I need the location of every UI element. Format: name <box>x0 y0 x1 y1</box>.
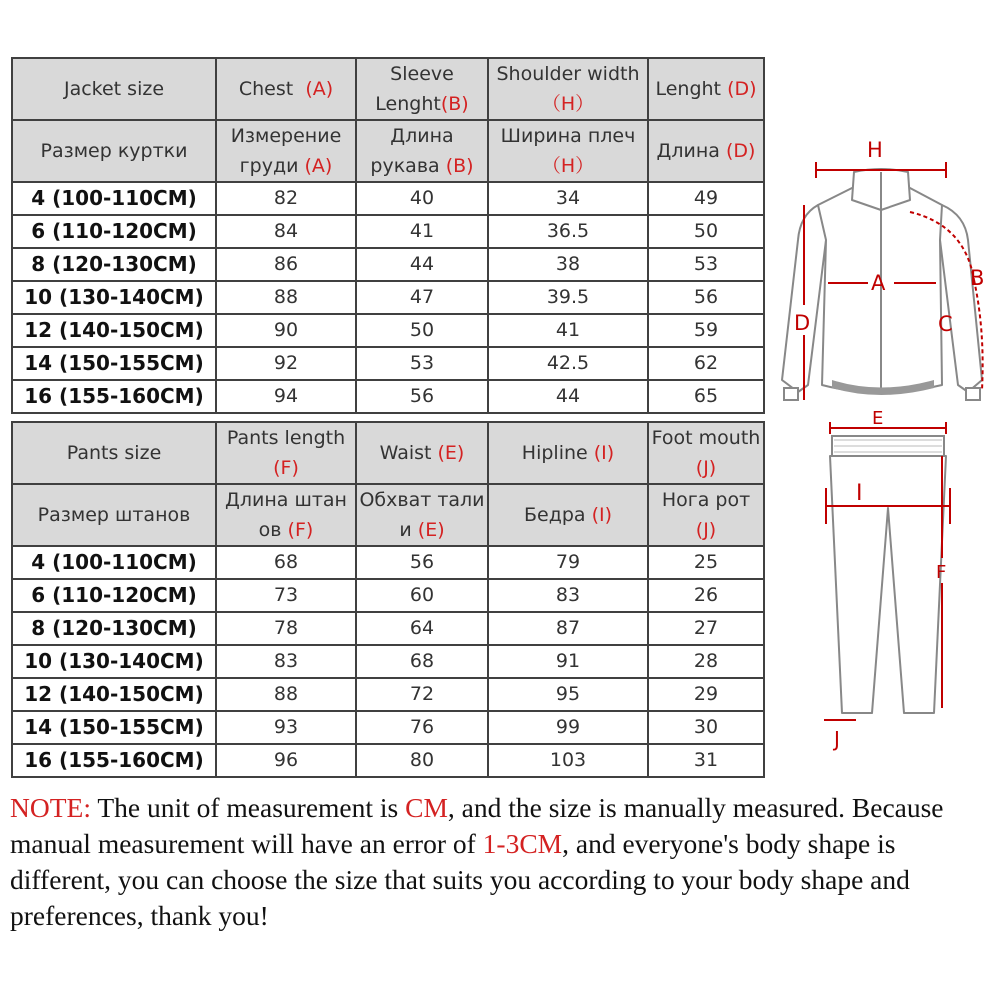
jacket-size-header: Jacket size <box>12 58 216 120</box>
value-cell: 68 <box>356 645 488 678</box>
value-cell: 72 <box>356 678 488 711</box>
foot-mouth-header-ru: Нога рот (J) <box>648 484 764 546</box>
value-cell: 44 <box>356 248 488 281</box>
value-cell: 64 <box>356 612 488 645</box>
note-unit: CM <box>405 792 448 823</box>
letter-a: (A) <box>305 78 334 100</box>
pants-header-en-row <box>12 422 764 484</box>
pants-size-header-ru: Размер штанов <box>12 484 216 546</box>
value-cell: 95 <box>488 678 648 711</box>
value-cell: 80 <box>356 744 488 777</box>
letter-e: (E) <box>437 442 465 464</box>
value-cell: 83 <box>216 645 356 678</box>
value-cell: 84 <box>216 215 356 248</box>
value-cell: 92 <box>216 347 356 380</box>
size-cell: 10 (130-140CM) <box>12 281 216 314</box>
jacket-rows <box>12 182 764 413</box>
size-cell: 14 (150-155CM) <box>12 347 216 380</box>
value-cell: 93 <box>216 711 356 744</box>
table-row <box>12 645 764 678</box>
letter-h: （H） <box>541 93 595 115</box>
letter-d: (D) <box>727 78 757 100</box>
letter-j: (J) <box>695 457 717 479</box>
value-cell: 26 <box>648 579 764 612</box>
value-cell: 73 <box>216 579 356 612</box>
chest-header: Chest (A) <box>216 58 356 120</box>
value-cell: 78 <box>216 612 356 645</box>
shoulder-header: Shoulder width （H） <box>488 58 648 120</box>
value-cell: 99 <box>488 711 648 744</box>
value-cell: 88 <box>216 678 356 711</box>
value-cell: 39.5 <box>488 281 648 314</box>
measurement-note: NOTE: The unit of measurement is CM, and the size is manually measured. Because manual measurement will have an error of 1-3CM, and everyone's body shape is different, you can choose the size that suits you according to your body shape and preferences, thank you! <box>10 792 944 931</box>
table-row <box>12 347 764 380</box>
label-a: A <box>871 271 886 295</box>
pants-illustration <box>800 408 970 753</box>
value-cell: 29 <box>648 678 764 711</box>
value-cell: 30 <box>648 711 764 744</box>
value-cell: 88 <box>216 281 356 314</box>
table-row <box>12 546 764 579</box>
table-row <box>12 248 764 281</box>
value-cell: 62 <box>648 347 764 380</box>
table-row <box>12 612 764 645</box>
label-h: H <box>867 138 883 162</box>
value-cell: 40 <box>356 182 488 215</box>
shoulder-header-ru: Ширина плеч （H） <box>488 120 648 182</box>
table-row <box>12 678 764 711</box>
value-cell: 38 <box>488 248 648 281</box>
table-row <box>12 314 764 347</box>
jacket-size-header-ru: Размер куртки <box>12 120 216 182</box>
note-prefix: NOTE: <box>10 792 91 823</box>
value-cell: 82 <box>216 182 356 215</box>
note-error: 1-3CM <box>482 828 563 859</box>
value-cell: 76 <box>356 711 488 744</box>
value-cell: 96 <box>216 744 356 777</box>
label-c: C <box>938 312 953 336</box>
size-cell: 8 (120-130CM) <box>12 612 216 645</box>
value-cell: 25 <box>648 546 764 579</box>
value-cell: 42.5 <box>488 347 648 380</box>
value-cell: 59 <box>648 314 764 347</box>
value-cell: 28 <box>648 645 764 678</box>
value-cell: 49 <box>648 182 764 215</box>
pants-length-header: Pants length (F) <box>216 422 356 484</box>
size-cell: 14 (150-155CM) <box>12 711 216 744</box>
value-cell: 94 <box>216 380 356 413</box>
value-cell: 56 <box>356 546 488 579</box>
value-cell: 90 <box>216 314 356 347</box>
value-cell: 44 <box>488 380 648 413</box>
size-cell: 6 (110-120CM) <box>12 579 216 612</box>
waist-header-ru: Обхват тали и (E) <box>356 484 488 546</box>
pants-length-header-ru: Длина штан ов (F) <box>216 484 356 546</box>
size-cell: 12 (140-150CM) <box>12 314 216 347</box>
sleeve-header-ru: Длина рукава (B) <box>356 120 488 182</box>
size-cell: 4 (100-110CM) <box>12 182 216 215</box>
value-cell: 60 <box>356 579 488 612</box>
size-cell: 6 (110-120CM) <box>12 215 216 248</box>
table-row <box>12 380 764 413</box>
value-cell: 41 <box>356 215 488 248</box>
sleeve-header: Sleeve Lenght(B) <box>356 58 488 120</box>
table-row <box>12 281 764 314</box>
size-cell: 8 (120-130CM) <box>12 248 216 281</box>
label-e: E <box>872 408 884 429</box>
value-cell: 65 <box>648 380 764 413</box>
value-cell: 68 <box>216 546 356 579</box>
label-b: B <box>970 266 985 290</box>
pants-rows <box>12 546 764 777</box>
table-row <box>12 711 764 744</box>
table-row <box>12 182 764 215</box>
label-f: F <box>936 562 947 583</box>
value-cell: 50 <box>356 314 488 347</box>
jacket-illustration <box>770 130 995 420</box>
waist-header: Waist (E) <box>356 422 488 484</box>
length-header-ru: Длина (D) <box>648 120 764 182</box>
label-d: D <box>794 311 811 335</box>
value-cell: 31 <box>648 744 764 777</box>
value-cell: 87 <box>488 612 648 645</box>
foot-mouth-header: Foot mouth (J) <box>648 422 764 484</box>
length-header: Lenght (D) <box>648 58 764 120</box>
size-cell: 4 (100-110CM) <box>12 546 216 579</box>
value-cell: 86 <box>216 248 356 281</box>
value-cell: 27 <box>648 612 764 645</box>
label-j: J <box>834 727 840 751</box>
pants-header-ru-row <box>12 484 764 546</box>
jacket-size-table <box>11 57 765 414</box>
table-row <box>12 215 764 248</box>
value-cell: 41 <box>488 314 648 347</box>
value-cell: 53 <box>356 347 488 380</box>
label-i: I <box>856 481 863 506</box>
value-cell: 79 <box>488 546 648 579</box>
chest-header-ru: Измерение груди (A) <box>216 120 356 182</box>
value-cell: 53 <box>648 248 764 281</box>
jacket-header-ru-row <box>12 120 764 182</box>
size-cell: 16 (155-160CM) <box>12 380 216 413</box>
letter-i: (I) <box>593 442 615 464</box>
table-row <box>12 579 764 612</box>
value-cell: 34 <box>488 182 648 215</box>
hipline-header: Hipline (I) <box>488 422 648 484</box>
letter-b: (B) <box>440 93 469 115</box>
value-cell: 56 <box>648 281 764 314</box>
table-row <box>12 744 764 777</box>
pants-size-header: Pants size <box>12 422 216 484</box>
hipline-header-ru: Бедра (I) <box>488 484 648 546</box>
value-cell: 103 <box>488 744 648 777</box>
value-cell: 36.5 <box>488 215 648 248</box>
value-cell: 91 <box>488 645 648 678</box>
size-cell: 10 (130-140CM) <box>12 645 216 678</box>
pants-size-table <box>11 421 765 778</box>
value-cell: 50 <box>648 215 764 248</box>
size-cell: 12 (140-150CM) <box>12 678 216 711</box>
size-cell: 16 (155-160CM) <box>12 744 216 777</box>
value-cell: 56 <box>356 380 488 413</box>
jacket-header-en-row <box>12 58 764 120</box>
value-cell: 83 <box>488 579 648 612</box>
letter-f: (F) <box>273 457 299 479</box>
value-cell: 47 <box>356 281 488 314</box>
